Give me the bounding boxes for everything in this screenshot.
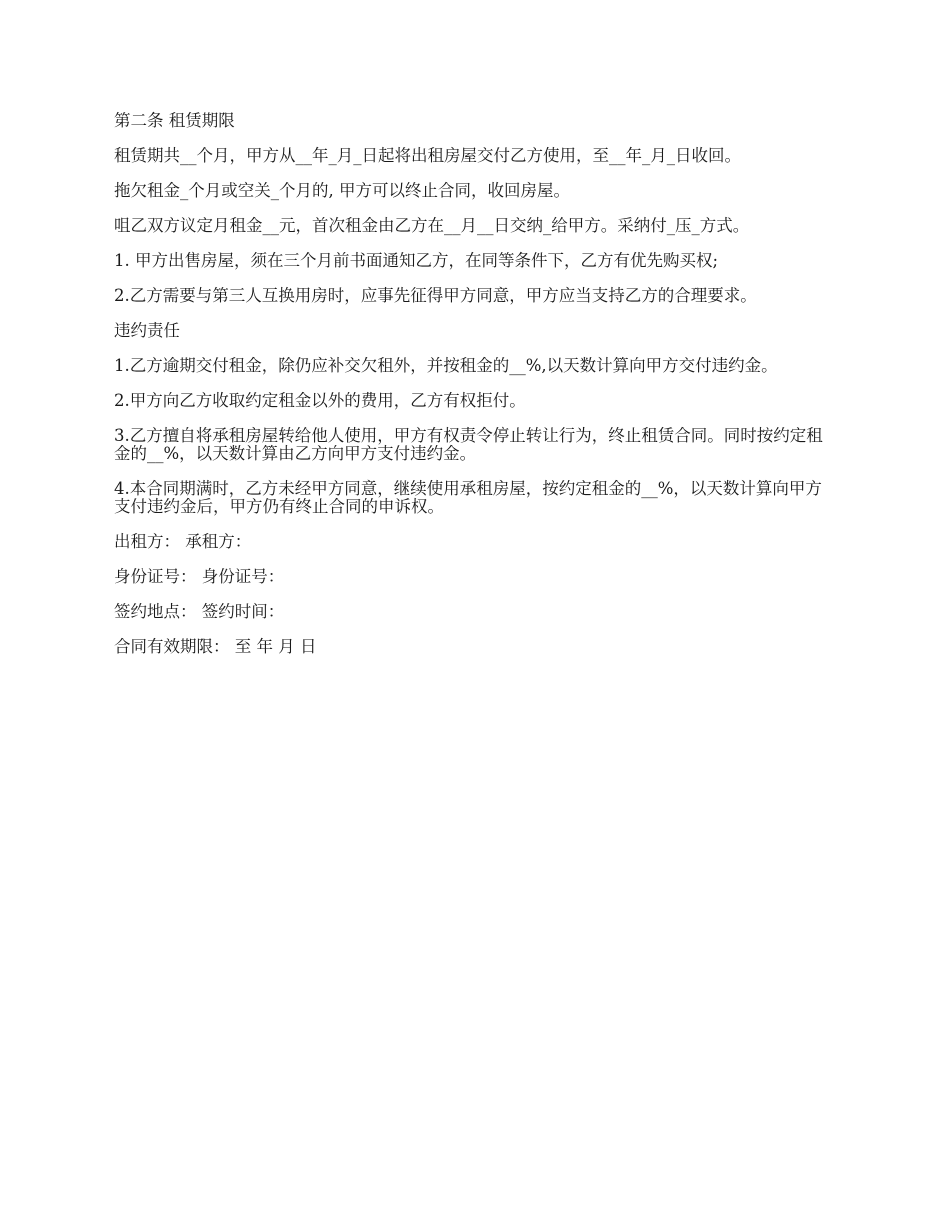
paragraph-liability-1: 1.乙方逾期交付租金，除仍应补交欠租外，并按租金的__%,以天数计算向甲方交付违约金。 (114, 356, 778, 375)
document-body (114, 112, 836, 673)
section-heading-liability: 违约责任 (114, 321, 180, 340)
paragraph-arrears: 拖欠租金_个月或空关_个月的, 甲方可以终止合同，收回房屋。 (114, 181, 570, 200)
section-heading-lease-term: 第二条 租赁期限 (114, 111, 235, 130)
signature-parties: 出租方： 承租方： (114, 532, 252, 551)
paragraph-rent-amount: 咀乙双方议定月租金__元，首次租金由乙方在__月__日交纳_给甲方。采纳付_压_方式。 (114, 216, 750, 235)
signature-place-time: 签约地点： 签约时间： (114, 602, 285, 621)
paragraph-lease-period: 租赁期共__个月，甲方从__年_月_日起将出租房屋交付乙方使用，至__年_月_日收回。 (114, 146, 741, 165)
paragraph-liability-3: 3.乙方擅自将承租房屋转给他人使用，甲方有权责令停止转让行为，终止租赁合同。同时按约定租金的__%，以天数计算由乙方向甲方支付违约金。 (114, 426, 823, 463)
paragraph-liability-4: 4.本合同期满时，乙方未经甲方同意，继续使用承租房屋，按约定租金的__%，以天数计算向甲方支付违约金后，甲方仍有终止合同的申诉权。 (114, 479, 822, 516)
contract-validity-period: 合同有效期限： 至 年 月 日 (114, 637, 317, 656)
paragraph-clause-1-sale: 1. 甲方出售房屋，须在三个月前书面通知乙方，在同等条件下，乙方有优先购买权; (114, 251, 719, 270)
signature-id-numbers: 身份证号： 身份证号： (114, 567, 285, 586)
paragraph-clause-2-exchange: 2.乙方需要与第三人互换用房时，应事先征得甲方同意，甲方应当支持乙方的合理要求。 (114, 286, 757, 305)
paragraph-liability-2: 2.甲方向乙方收取约定租金以外的费用，乙方有权拒付。 (114, 391, 526, 410)
